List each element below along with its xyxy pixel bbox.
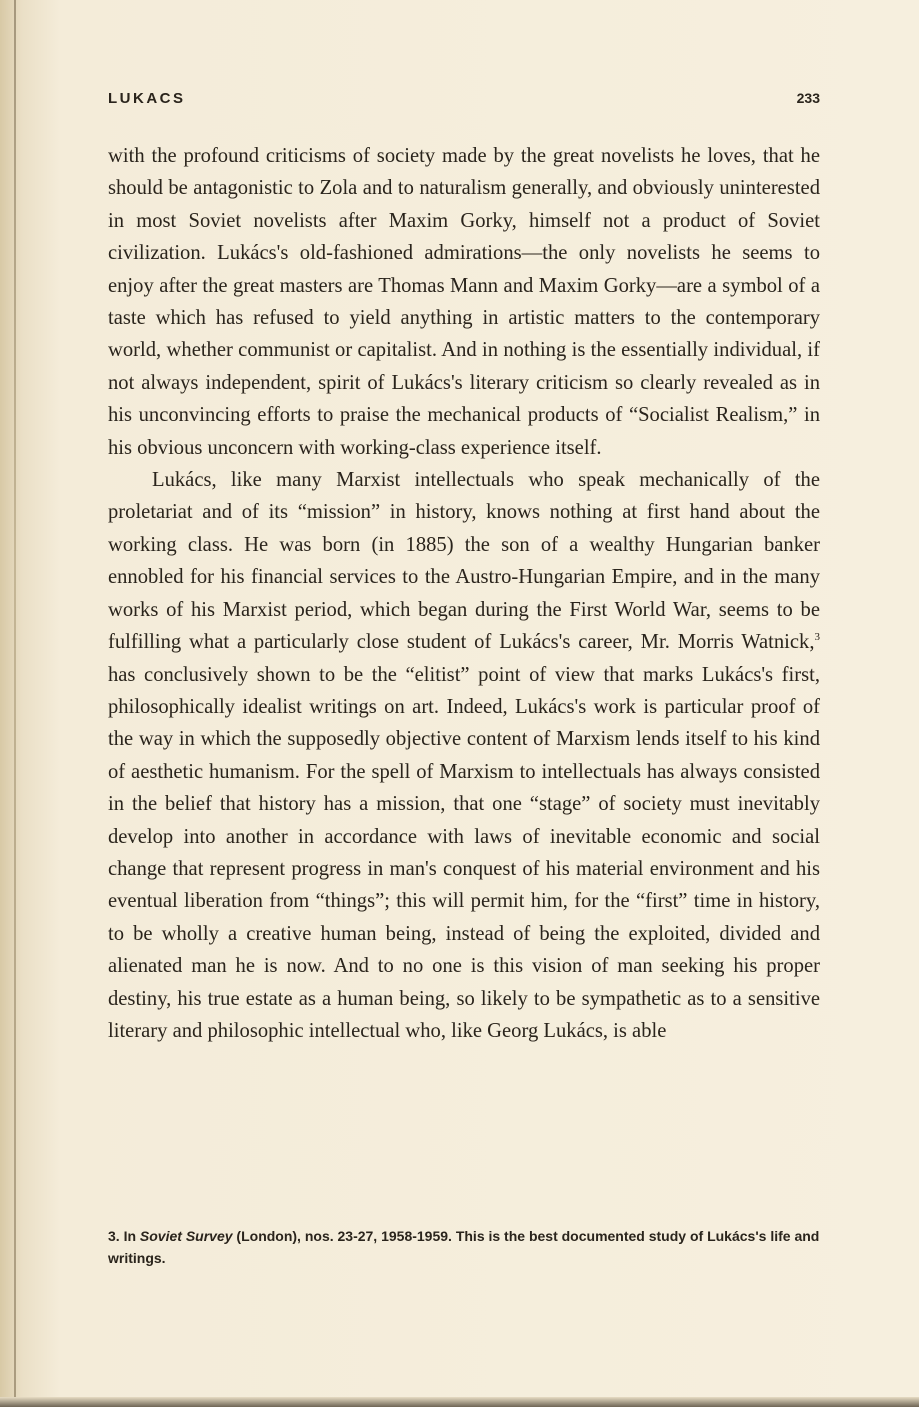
running-head xyxy=(108,90,820,110)
paragraph-2-text-b: has conclusively shown to be the “elitist” point of view that marks Lukács's first, philosophically idealist writings on art. Indeed, Lukács's work is particular proof of the way in which the supposedly objective content of Marxism lends itself to his kind of aesthetic humanism. For the spell of Marxism to intellectuals has always consisted in the belief that history has a mission, that one “stage” of society must inevitably develop into another in accordance with laws of inevitable economic and social change that represent progress in man's conquest of his material environment and his eventual liberation from “things”; this will permit him, for the “first” time in history, to be wholly a creative human being, instead of being the exploited, divided and alienated man he is now. And to no one is this vision of man seeking his proper destiny, his true estate as a human being, so likely to be sympathetic as to a sensitive literary and philosophic intellectual who, like Georg Lukács, is able xyxy=(108,663,820,1042)
body-text xyxy=(108,140,820,1047)
page-bottom-edge xyxy=(0,1397,919,1407)
footnote-title: Soviet Survey xyxy=(139,1228,233,1244)
paragraph-2-text-a: Lukács, like many Marxist intellectuals who speak mechanically of the proletariat and of its “mission” in history, knows nothing at first hand about the working class. He was born (in 1885) the son of a wealthy Hungarian banker ennobled for his financial services to the Austro-Hungarian Empire, and in the many works of his Marxist period, which began during the First World War, seems to be fulfilling what a particularly close student of Lukács's career, Mr. Morris Watnick, xyxy=(108,469,820,654)
binding-gutter xyxy=(14,0,16,1407)
footnote xyxy=(108,1225,820,1269)
footnote-reference[interactable]: 3 xyxy=(814,631,820,644)
footnote-number: 3. xyxy=(108,1228,120,1244)
page-number: 233 xyxy=(796,90,820,106)
footnote-prefix: In xyxy=(123,1228,137,1244)
running-title: LUKACS xyxy=(108,90,186,107)
footnote-text: (London), nos. 23-27, 1958-1959. This is the best documented study of Lukács's life and writings. xyxy=(108,1228,820,1266)
paragraph-2 xyxy=(108,464,820,1047)
paragraph-1: with the profound criticisms of society made by the great novelists he loves, that he should be antagonistic to Zola and to naturalism generally, and obviously uninterested in most Soviet novelists after Maxim Gorky, himself not a product of Soviet civilization. Lukács's old-fashioned admirations—the only novelists he seems to enjoy after the great masters are Thomas Mann and Maxim Gorky—are a symbol of a taste which has refused to yield anything in artistic matters to the contemporary world, whether communist or capitalist. And in nothing is the essentially individual, if not always independent, spirit of Lukács's literary criticism so clearly revealed as in his unconvincing efforts to praise the mechanical products of “Socialist Realism,” in his obvious unconcern with working-class experience itself. xyxy=(108,145,820,459)
